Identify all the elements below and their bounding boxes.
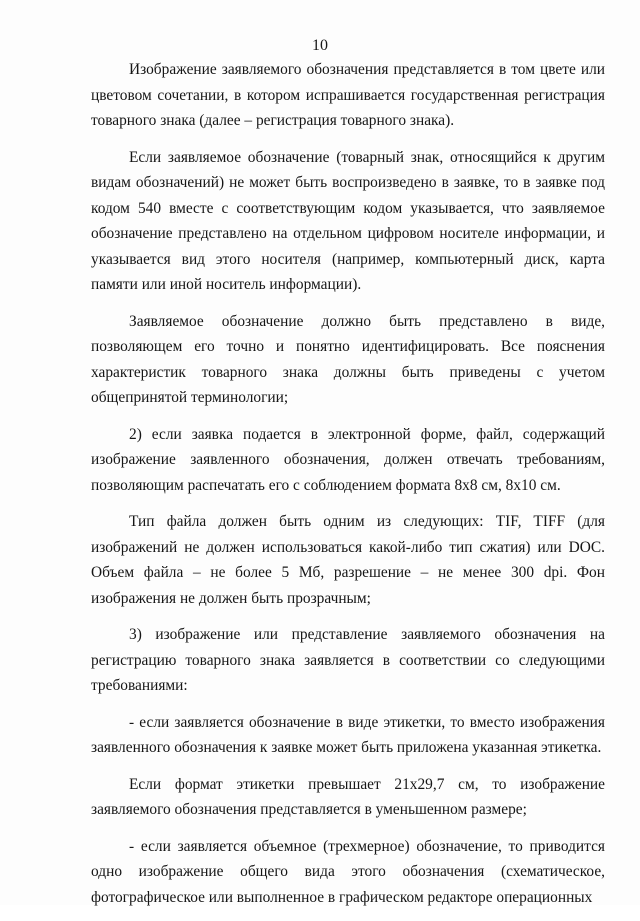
paragraph-electronic-file: 2) если заявка подается в электронной форме, файл, содержащий изображение заявленного обозначения, должен отвечать требованиям, позволяющим распечатать его с соблюдением формата 8х8 см, 8х10 см. xyxy=(91,425,605,494)
paragraph-label-designation: - если заявляется обозначение в виде этикетки, то вместо изображения заявленного обозначения к заявке может быть приложена указанная этикетка. xyxy=(91,713,605,756)
page-number: 10 xyxy=(312,37,328,54)
paragraph-requirements-intro: 3) изображение или представление заявляемого обозначения на регистрацию товарного знака заявляется в соответствии со следующими требованиями: xyxy=(91,626,605,694)
paragraph-label-size: Если формат этикетки превышает 21х29,7 см, то изображение заявляемого обозначения представляется в уменьшенном размере; xyxy=(91,775,605,818)
document-body xyxy=(91,57,605,921)
paragraph-digital-medium: Если заявляемое обозначение (товарный знак, относящийся к другим видам обозначений) не может быть воспроизведено в заявке, то в заявке под кодом 540 вместе с соответствующим кодом указывается, что заявляемое обозначение представлено на отдельном цифровом носителе информации, и указывается вид этого носителя (например, компьютерный диск, карта памяти или иной носитель информации). xyxy=(91,148,605,293)
paragraph-3d-designation: - если заявляется объемное (трехмерное) обозначение, то приводится одно изображение общего вида этого обозначения (схематическое, фотографическое или выполненное в графическом редакторе операционных xyxy=(91,837,605,906)
paragraph-file-type: Тип файла должен быть одним из следующих: TIF, TIFF (для изображений не должен использоваться какой-либо тип сжатия) или DOC. Объем файла – не более 5 Мб, разрешение – не менее 300 dpi. Фон изображения не должен быть прозрачным; xyxy=(91,513,605,607)
paragraph-color-requirement: Изображение заявляемого обозначения представляется в том цвете или цветовом сочетании, в котором испрашивается государственная регистрация товарного знака (далее – регистрация товарного знака). xyxy=(91,61,605,129)
paragraph-identification: Заявляемое обозначение должно быть представлено в виде, позволяющем его точно и понятно идентифицировать. Все пояснения характеристик товарного знака должны быть приведены с учетом общепринятой терминологии; xyxy=(91,312,605,406)
